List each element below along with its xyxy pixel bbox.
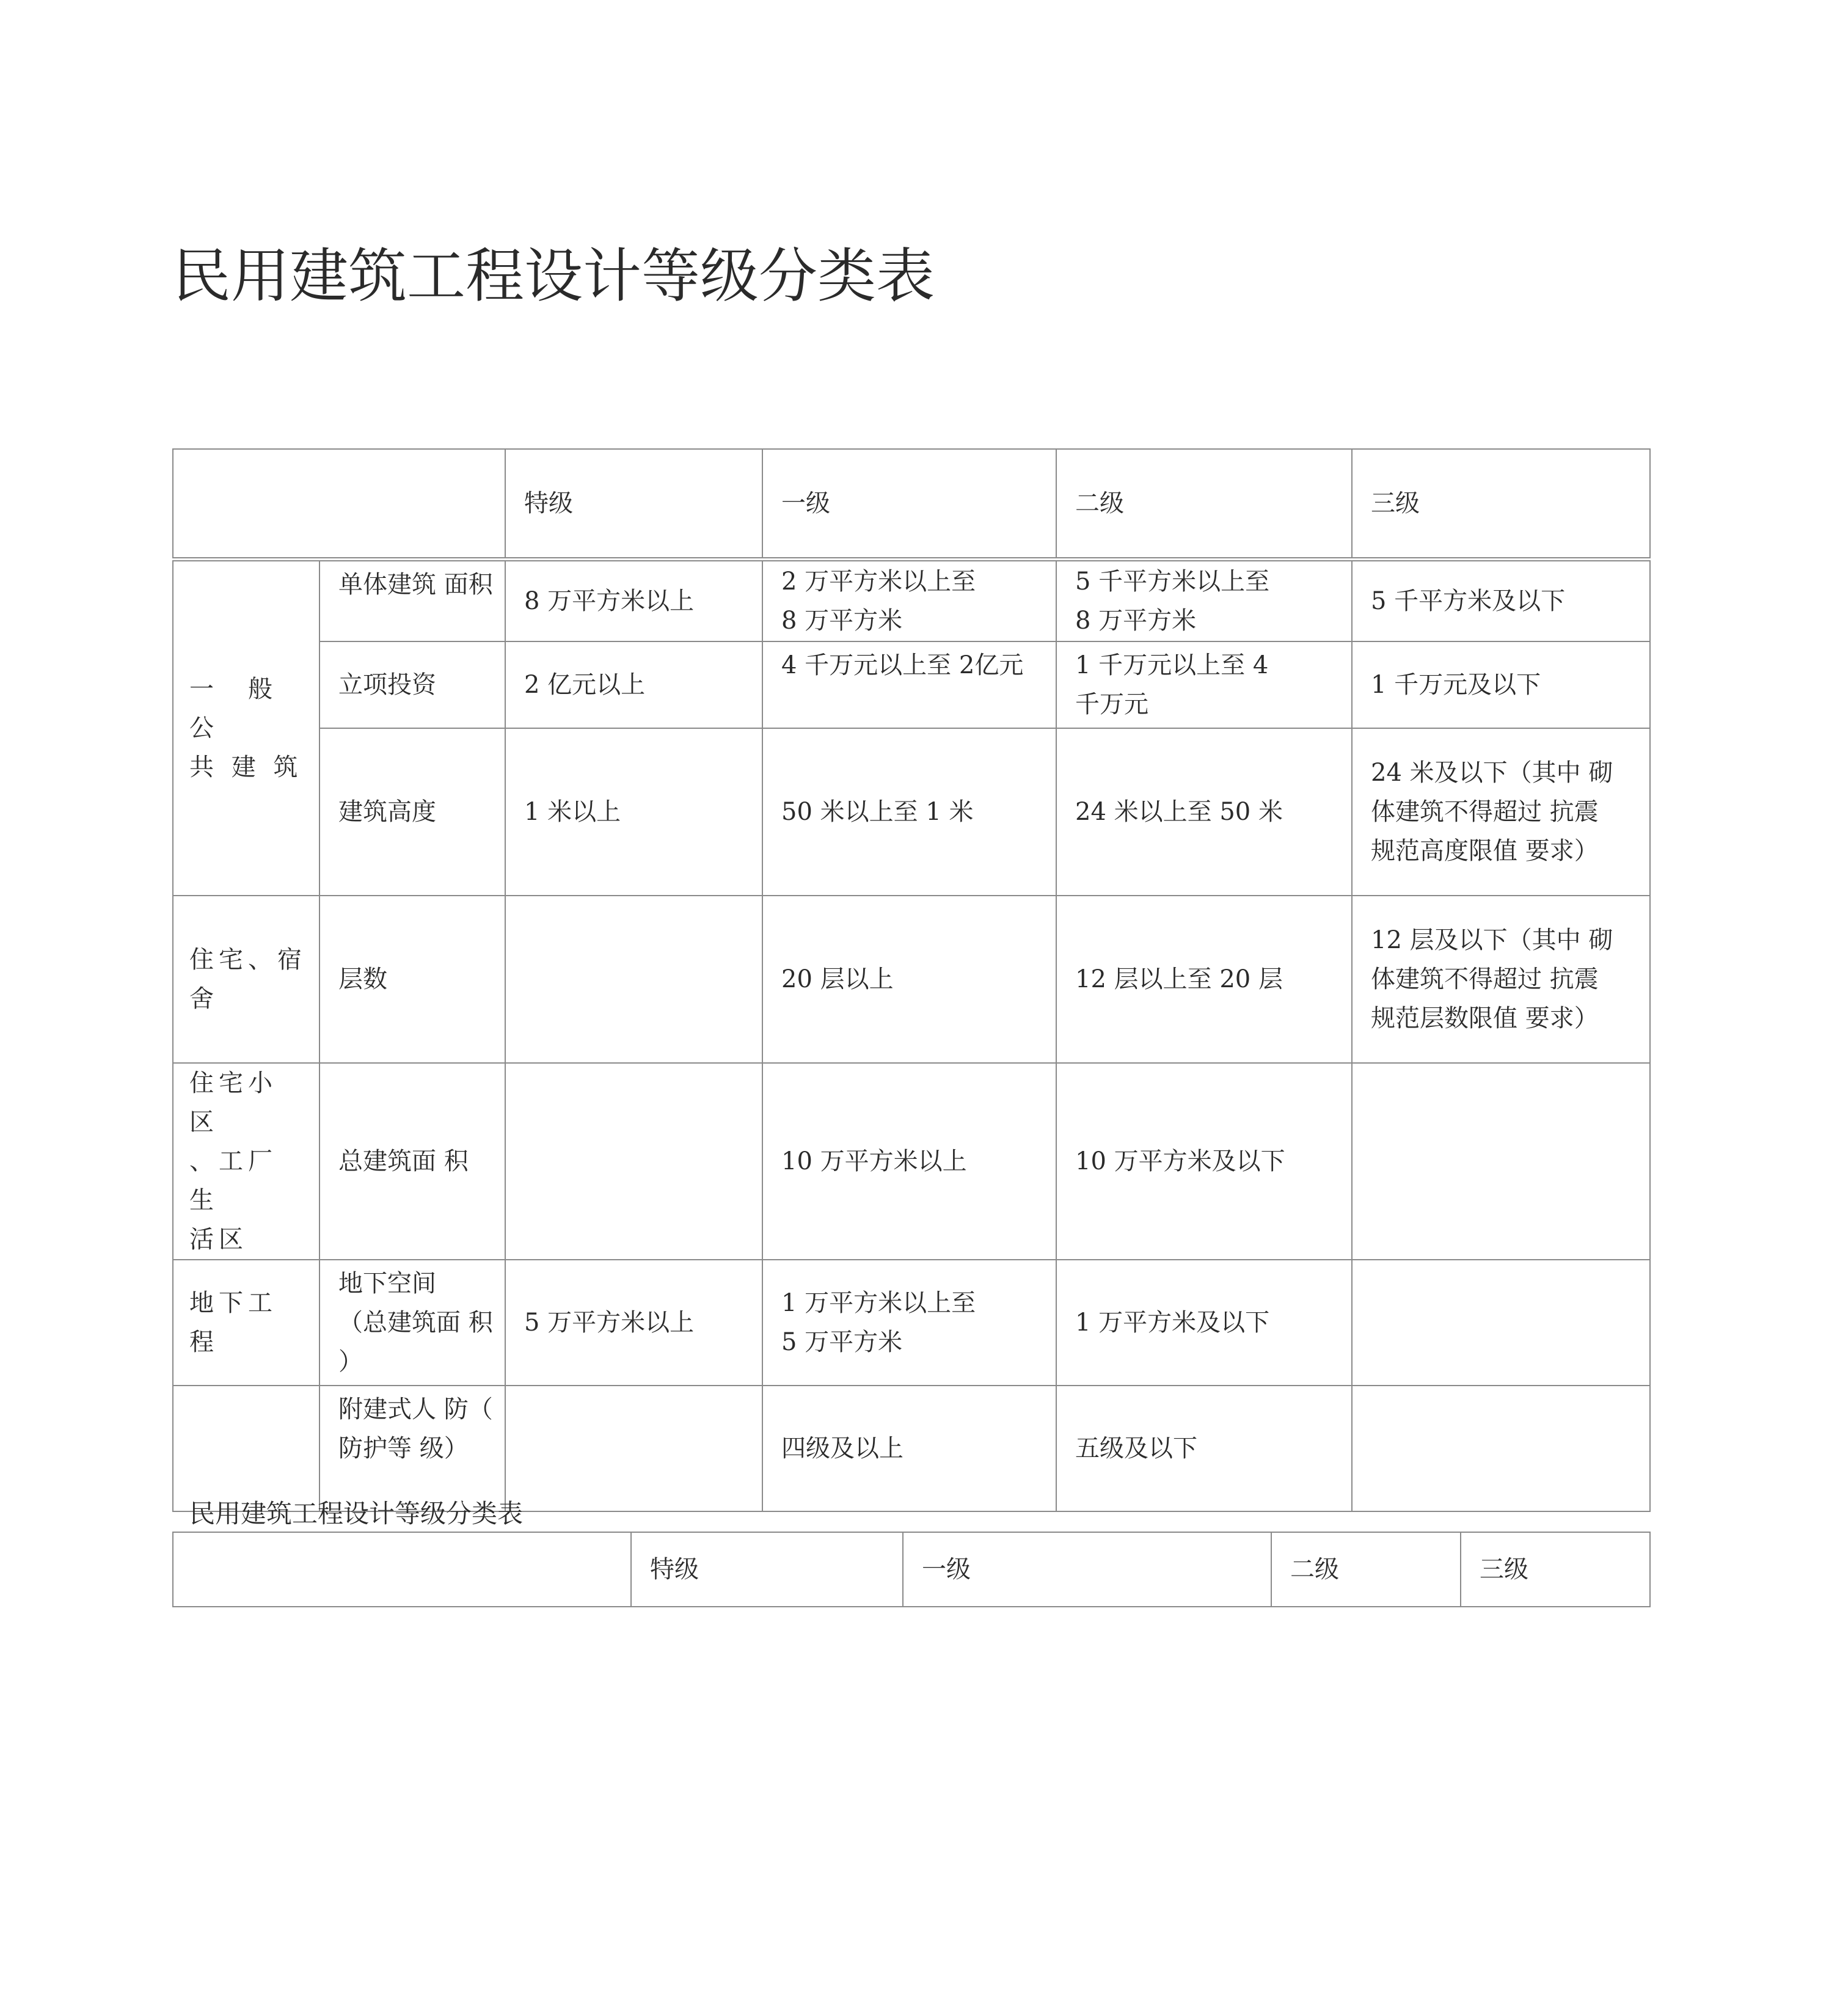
table-row: [173, 896, 1650, 1063]
special-cell: 5 万平方米以上: [505, 1260, 762, 1386]
special-cell: [505, 896, 762, 1063]
special-cell: 2 亿元以上: [505, 641, 762, 728]
category-underground: 地下工 程: [173, 1260, 319, 1386]
design-grade-table: [172, 448, 1651, 1512]
category-residential: 住宅、宿 舍: [173, 896, 319, 1063]
header-grade-1: 一级: [903, 1532, 1271, 1607]
header-special-grade: 特级: [505, 449, 762, 560]
special-cell: [505, 1063, 762, 1260]
grade1-cell: 四级及以上: [762, 1386, 1056, 1511]
item-cell: 地下空间 （总建筑面 积 ）: [319, 1260, 505, 1386]
header-empty-cell: [173, 449, 505, 560]
grade3-cell: [1352, 1260, 1650, 1386]
second-table-header-row: [173, 1532, 1650, 1607]
table-row: [173, 560, 1650, 641]
category-residential-district: 住宅小 区 、工厂 生 活区: [173, 1063, 319, 1260]
item-cell: 总建筑面 积: [319, 1063, 505, 1260]
header-empty-cell: [173, 1532, 631, 1607]
grade1-cell: 4 千万元以上至 2亿元: [762, 641, 1056, 728]
page-title: 民用建筑工程设计等级分类表: [172, 242, 935, 310]
header-grade-3: 三级: [1461, 1532, 1650, 1607]
header-grade-2: 二级: [1056, 449, 1352, 560]
grade3-cell: 5 千平方米及以下: [1352, 560, 1650, 641]
category-empty: [173, 1386, 319, 1511]
item-cell: 立项投资: [319, 641, 505, 728]
grade2-cell: 10 万平方米及以下: [1056, 1063, 1352, 1260]
item-cell: 单体建筑 面积: [319, 560, 505, 641]
grade2-cell: 12 层以上至 20 层: [1056, 896, 1352, 1063]
item-cell: 层数: [319, 896, 505, 1063]
grade3-cell: [1352, 1063, 1650, 1260]
special-cell: 8 万平方米以上: [505, 560, 762, 641]
table-row: [173, 728, 1650, 896]
grade3-cell: 24 米及以下（其中 砌 体建筑不得超过 抗震 规范高度限值 要求）: [1352, 728, 1650, 896]
table-row: [173, 1063, 1650, 1260]
header-grade-1: 一级: [762, 449, 1056, 560]
grade3-cell: [1352, 1386, 1650, 1511]
grade2-cell: 1 千万元以上至 4 千万元: [1056, 641, 1352, 728]
grade1-cell: 1 万平方米以上至 5 万平方米: [762, 1260, 1056, 1386]
item-cell: 建筑高度: [319, 728, 505, 896]
header-grade-2: 二级: [1271, 1532, 1461, 1607]
grade2-cell: 1 万平方米及以下: [1056, 1260, 1352, 1386]
grade2-cell: 24 米以上至 50 米: [1056, 728, 1352, 896]
grade1-cell: 20 层以上: [762, 896, 1056, 1063]
header-grade-3: 三级: [1352, 449, 1650, 560]
grade3-cell: 12 层及以下（其中 砌 体建筑不得超过 抗震 规范层数限值 要求）: [1352, 896, 1650, 1063]
grade1-cell: 10 万平方米以上: [762, 1063, 1056, 1260]
grade1-cell: 2 万平方米以上至 8 万平方米: [762, 560, 1056, 641]
table-row: [173, 1386, 1650, 1511]
grade1-cell: 50 米以上至 1 米: [762, 728, 1056, 896]
table-header-row: [173, 449, 1650, 560]
special-cell: 1 米以上: [505, 728, 762, 896]
table-row: [173, 1260, 1650, 1386]
grade2-cell: 5 千平方米以上至 8 万平方米: [1056, 560, 1352, 641]
grade2-cell: 五级及以下: [1056, 1386, 1352, 1511]
table-row: [173, 641, 1650, 728]
item-cell: 附建式人 防（ 防护等 级）: [319, 1386, 505, 1511]
special-cell: [505, 1386, 762, 1511]
header-special-grade: 特级: [631, 1532, 903, 1607]
grade3-cell: 1 千万元及以下: [1352, 641, 1650, 728]
category-public-building: 一 般 公 共 建 筑: [173, 560, 319, 896]
second-table-caption: 民用建筑工程设计等级分类表: [189, 1499, 524, 1528]
second-table: [172, 1532, 1651, 1607]
